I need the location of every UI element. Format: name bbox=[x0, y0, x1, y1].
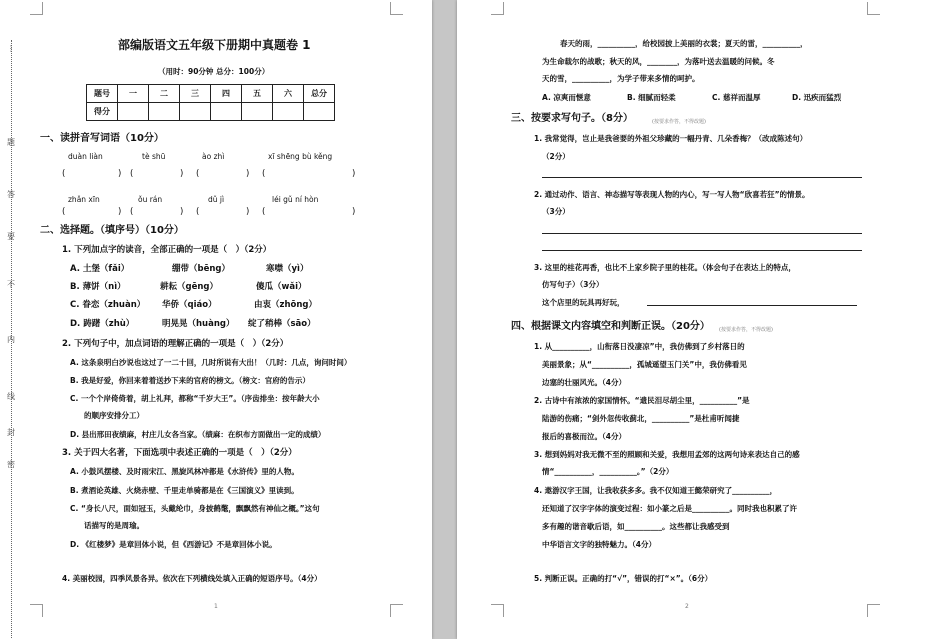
question-2: 2. 下列句子中，加点词语的理解正确的一项是（ ）（2分） bbox=[62, 339, 289, 349]
answer-bracket-close[interactable]: ) bbox=[180, 207, 184, 217]
answer-bracket-open[interactable]: ( bbox=[196, 169, 200, 179]
fill-question: 美丽景象；从“__________，孤城遥望玉门关”中，我仿佛看见 bbox=[542, 360, 747, 369]
section-2-title: 二、选择题。（填序号）（10分） bbox=[40, 225, 184, 236]
binding-char: 线 bbox=[7, 392, 15, 401]
score-cell-empty[interactable] bbox=[118, 103, 149, 121]
score-cell-empty[interactable] bbox=[304, 103, 335, 121]
answer-line[interactable] bbox=[542, 177, 862, 178]
question-3-prompt: 这个店里的玩具再好玩， bbox=[542, 298, 625, 307]
option: 绷带（bēng） bbox=[172, 264, 230, 274]
option: A. 这条泉明白沙说也这过了一二十回，几时所说有大出！（几时：几点，询问时间） bbox=[70, 358, 352, 367]
binding-char: 内 bbox=[7, 335, 15, 344]
corner-mark bbox=[867, 2, 880, 15]
score-cell: 六 bbox=[273, 85, 304, 103]
pinyin: ǒu rán bbox=[138, 195, 163, 204]
section-note: (按要求作答，不得改题) bbox=[719, 327, 773, 333]
fill-question: 2. 古诗中有浓浓的家国情怀。“遗民泪尽胡尘里，__________”是 bbox=[534, 396, 750, 405]
fill-question: 边塞的壮丽风光。（4分） bbox=[542, 378, 626, 387]
fill-question: 4. 遨游汉字王国，让我收获多多。我不仅知道王懿荣研究了__________， bbox=[534, 486, 778, 495]
pinyin: tè shū bbox=[142, 152, 166, 161]
option: 华侨（qiáo） bbox=[162, 300, 217, 310]
option: C. 一个个岸倚倚着，胡上礼拜，都称“千岁大王”。（序齿排坐：按年龄大小 bbox=[70, 394, 320, 403]
answer-bracket-close[interactable]: ) bbox=[180, 169, 184, 179]
score-cell-empty[interactable] bbox=[180, 103, 211, 121]
corner-mark bbox=[30, 2, 43, 15]
score-cell-empty[interactable] bbox=[211, 103, 242, 121]
section-3-title: 三、按要求写句子。（8分） bbox=[511, 113, 633, 124]
fill-question: 中华语言文字的独特魅力。（4分） bbox=[542, 540, 656, 549]
page-number: 2 bbox=[685, 603, 689, 610]
section-4-title: 四、根据课文内容填空和判断正误。（20分） bbox=[511, 321, 710, 332]
page-number: 1 bbox=[214, 603, 218, 610]
answer-bracket-close[interactable]: ) bbox=[118, 169, 122, 179]
corner-mark bbox=[491, 2, 504, 15]
question-score: （2分） bbox=[542, 152, 570, 161]
option: A. 小鼓风摆楼、及时雨宋江、黑旋风林冲都是《水浒传》里的人物。 bbox=[70, 467, 299, 476]
score-table-header-row bbox=[87, 85, 335, 103]
answer-bracket-open[interactable]: ( bbox=[130, 169, 134, 179]
pinyin: ào zhì bbox=[202, 152, 225, 161]
option: A. 凉爽而惬意 bbox=[542, 93, 591, 102]
option: 耕耘（gēng） bbox=[160, 282, 218, 292]
pinyin: duàn liàn bbox=[68, 152, 103, 161]
page-2 bbox=[457, 0, 925, 639]
answer-bracket-close[interactable]: ) bbox=[352, 207, 356, 217]
q4-text-line: 春天的雨，__________，给校园披上美丽的衣裳；夏天的雷，__________， bbox=[560, 39, 808, 48]
option: C. 眷恋（zhuàn） bbox=[70, 300, 146, 310]
binding-char: 题 bbox=[7, 138, 15, 147]
score-cell: 得分 bbox=[87, 103, 118, 121]
fill-question: 多有趣的谐音歇后语，如__________。这些都让我感受到 bbox=[542, 522, 730, 531]
corner-mark bbox=[867, 604, 880, 617]
score-table bbox=[86, 84, 335, 121]
score-cell: 总分 bbox=[304, 85, 335, 103]
question-3-continued: 仿写句子）（3分） bbox=[542, 280, 604, 289]
score-cell: 五 bbox=[242, 85, 273, 103]
binding-char: 要 bbox=[7, 232, 15, 241]
corner-mark bbox=[390, 2, 403, 15]
answer-bracket-open[interactable]: ( bbox=[262, 207, 266, 217]
exam-subtitle: （用时：90分钟 总分：100分） bbox=[158, 67, 270, 76]
answer-bracket-open[interactable]: ( bbox=[62, 207, 66, 217]
answer-bracket-open[interactable]: ( bbox=[62, 169, 66, 179]
question-4: 4. 美丽校园，四季风景各异。依次在下列横线处填入正确的短语序号。（4分） bbox=[62, 574, 322, 583]
answer-bracket-close[interactable]: ) bbox=[246, 207, 250, 217]
fill-question: 陆游的伤痛；“剑外忽传收蓟北，__________”是杜甫听闻捷 bbox=[542, 414, 740, 423]
pinyin: xī shēng bù kěng bbox=[268, 152, 333, 161]
answer-line[interactable] bbox=[542, 250, 862, 251]
fill-question: 还知道了汉字字体的演变过程：如小篆之后是__________。同时我也积累了许 bbox=[542, 504, 797, 513]
corner-mark bbox=[390, 604, 403, 617]
page-1 bbox=[0, 0, 432, 639]
q4-text-line: 天的雪，__________，为学子带来多情的呵护。 bbox=[542, 74, 700, 83]
question-1: 1. 下列加点字的读音，全部正确的一项是（ ）（2分） bbox=[62, 245, 272, 255]
option: D. 县出邢田夜绩麻，村庄儿女各当家。（绩麻：在织布方面做出一定的成绩） bbox=[70, 430, 326, 439]
answer-bracket-open[interactable]: ( bbox=[130, 207, 134, 217]
section-note: (按要求作答，不得改题) bbox=[652, 119, 706, 125]
score-cell: 一 bbox=[118, 85, 149, 103]
option-continued: 的顺序安排分工） bbox=[84, 411, 144, 420]
binding-char: 封 bbox=[7, 428, 15, 437]
question-1: 1. 我常觉得，岂止是我爸要的外祖父珍藏的一幅丹青、几朵香梅？（改成陈述句） bbox=[534, 134, 808, 143]
option: C. “身长八尺，面如冠玉，头戴纶巾，身披鹤氅，飘飘然有神仙之概。”这句 bbox=[70, 504, 320, 513]
corner-mark bbox=[491, 604, 504, 617]
pinyin: zhǎn xīn bbox=[68, 195, 100, 204]
answer-bracket-close[interactable]: ) bbox=[118, 207, 122, 217]
score-cell: 四 bbox=[211, 85, 242, 103]
question-3: 3. 这里的桂花再香，也比不上家乡院子里的桂花。（体会句子在表达上的特点， bbox=[534, 263, 796, 272]
score-cell: 二 bbox=[149, 85, 180, 103]
question-3: 3. 关于四大名著，下面选项中表述正确的一项是（ ）（2分） bbox=[62, 448, 297, 458]
score-cell-empty[interactable] bbox=[242, 103, 273, 121]
question-score: （3分） bbox=[542, 207, 570, 216]
option: B. 细腻而轻柔 bbox=[627, 93, 676, 102]
option: C. 慈祥而温厚 bbox=[712, 93, 761, 102]
option: 绽了稍棒（sāo） bbox=[248, 319, 316, 329]
score-table-score-row bbox=[87, 103, 335, 121]
answer-bracket-close[interactable]: ) bbox=[352, 169, 356, 179]
page-title: 部编版语文五年级下册期中真题卷 1 bbox=[118, 38, 311, 52]
fill-question: 报后的喜极而泣。（4分） bbox=[542, 432, 626, 441]
judge-question: 5. 判断正误。正确的打“√”，错误的打“×”。（6分） bbox=[534, 574, 713, 583]
answer-line[interactable] bbox=[647, 305, 857, 306]
fill-question: 情“__________，__________。”（2分） bbox=[542, 467, 674, 476]
fill-question: 1. 从__________，山衔落日没凄凉”中，我仿佛到了乡村落日的 bbox=[534, 342, 745, 351]
binding-dots: ⋮ bbox=[7, 44, 15, 53]
answer-bracket-open[interactable]: ( bbox=[262, 169, 266, 179]
answer-line[interactable] bbox=[542, 233, 862, 234]
corner-mark bbox=[30, 604, 43, 617]
binding-char: 不 bbox=[7, 280, 15, 289]
section-1-title: 一、读拼音写词语（10分） bbox=[40, 133, 164, 144]
q4-text-line: 为生命载尔的战歌；秋天的风，________，为落叶送去温暖的问候。冬 bbox=[542, 57, 775, 66]
option: A. 土堡（fǎi） bbox=[70, 264, 130, 274]
option: 由衷（zhōng） bbox=[254, 300, 317, 310]
binding-char: 密 bbox=[7, 460, 15, 469]
score-cell-empty[interactable] bbox=[273, 103, 304, 121]
option: D. 迅疾而猛烈 bbox=[792, 93, 842, 102]
pinyin: léi gǔ ní hòn bbox=[272, 195, 319, 204]
option-continued: 话描写的是周瑜。 bbox=[84, 521, 144, 530]
option: B. 薄饼（nì） bbox=[70, 282, 126, 292]
score-cell: 题号 bbox=[87, 85, 118, 103]
option: D. 踌躇（zhù） bbox=[70, 319, 135, 329]
answer-bracket-close[interactable]: ) bbox=[246, 169, 250, 179]
option: 明晃晃（huàng） bbox=[162, 319, 235, 329]
score-cell-empty[interactable] bbox=[149, 103, 180, 121]
answer-bracket-open[interactable]: ( bbox=[196, 207, 200, 217]
option: 寒噤（yì） bbox=[266, 264, 309, 274]
option: B. 煮酒论英雄、火烧赤壁、千里走单骑都是在《三国演义》里读到。 bbox=[70, 486, 299, 495]
question-2: 2. 通过动作、语言、神态描写等表现人物的内心，写一写人物“欣喜若狂”的情景。 bbox=[534, 190, 810, 199]
option: 傻瓜（wǎi） bbox=[256, 282, 307, 292]
option: B. 我是好爱，你回来着着送抄下来的官府的榜文。（榜文：官府的告示） bbox=[70, 376, 310, 385]
fill-question: 3. 想到妈妈对我无微不至的照顾和关爱，我想用孟郊的这两句诗来表达自己的感 bbox=[534, 450, 800, 459]
score-cell: 三 bbox=[180, 85, 211, 103]
pinyin: dǔ jì bbox=[208, 195, 225, 204]
binding-char: 答 bbox=[7, 190, 15, 199]
option: D. 《红楼梦》是章回体小说，但《西游记》不是章回体小说。 bbox=[70, 540, 277, 549]
